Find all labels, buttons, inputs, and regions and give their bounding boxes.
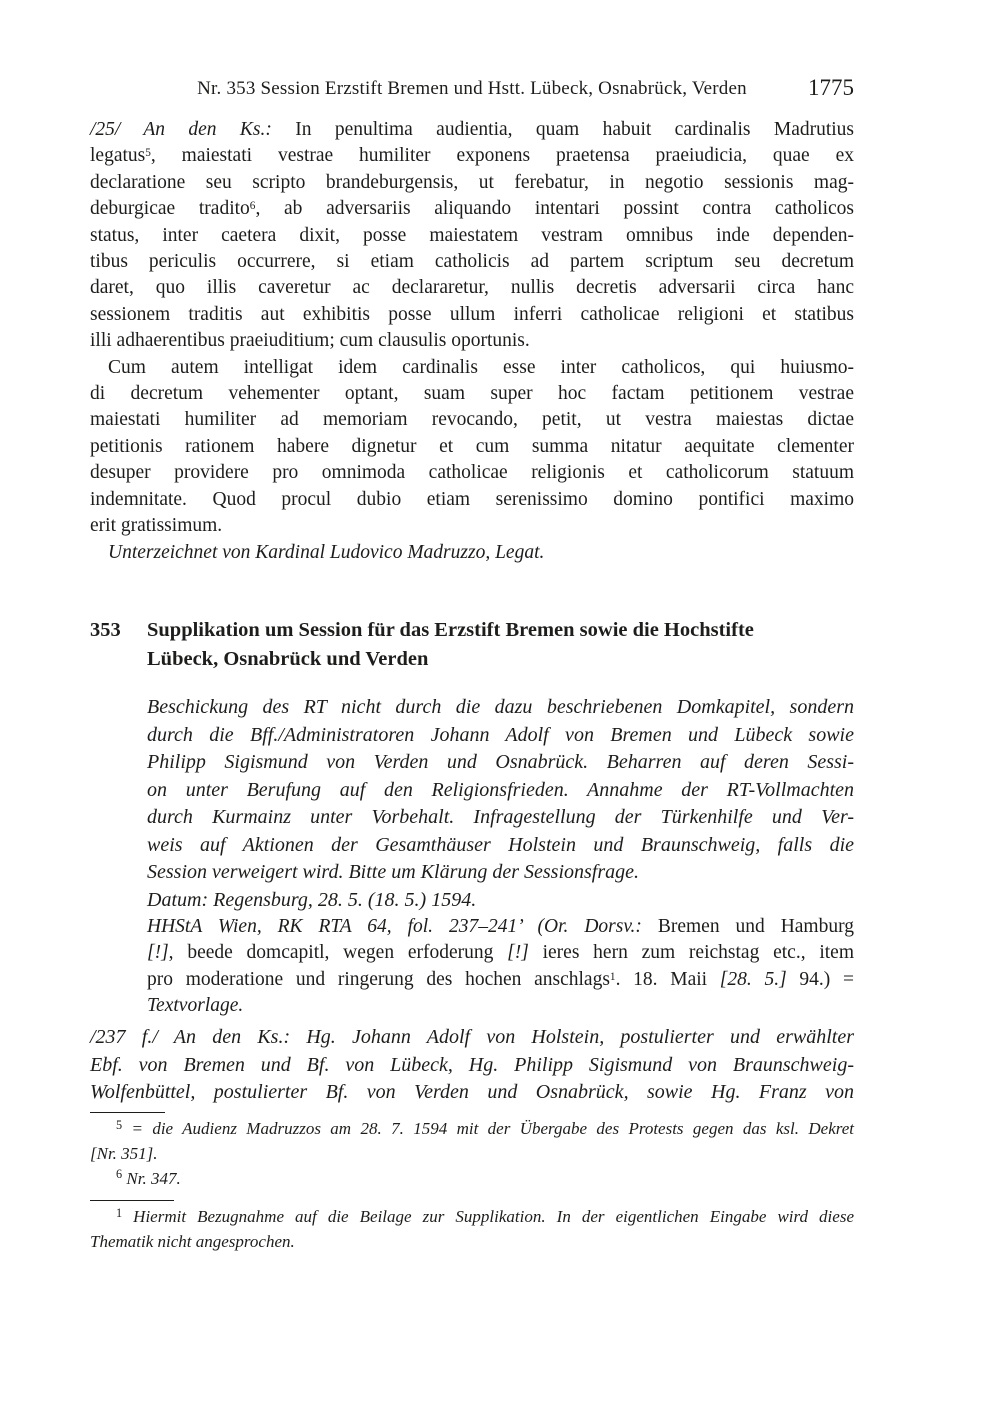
text-line: [!], beede domcapitl, wegen erfoderung [!] ieres hern zum reichstag etc., item [147, 942, 854, 964]
text-line: /237 f./ An den Ks.: Hg. Johann Adolf von Holstein, postulierter und erwählter [90, 1026, 854, 1049]
text-line: Thematik nicht angesprochen. [90, 1231, 295, 1251]
document-title [147, 616, 854, 674]
source-reference-block [147, 914, 854, 1019]
text-line: [Nr. 351]. [90, 1144, 158, 1164]
text-line: $^6$ Nr. 347. [116, 1167, 181, 1188]
text-line: daret, quo illis caveretur ac declararetur, nullis decretis adversarii circa hanc [90, 277, 854, 299]
text-line: status, inter caetera dixit, posse maiestatem vestram omnibus inde dependen- [90, 224, 854, 246]
text-line: erit gratissimum. [90, 515, 223, 537]
text-line: Lübeck, Osnabrück und Verden [147, 647, 429, 670]
text-line: /25/ An den Ks.: In penultima audientia, quam habuit cardinalis Madrutius [90, 119, 855, 140]
text-line: Beschickung des RT nicht durch die dazu beschriebenen Domkapitel, sondern [147, 695, 854, 718]
text-line: desuper providere pro omnimoda catholicae religionis et catholicorum statuum [90, 462, 854, 484]
document-number: 353 [90, 618, 121, 641]
text-line: weis auf Aktionen der Gesamthäuser Holstein und Braunschweig, falls die [147, 833, 854, 856]
footnote-5 [90, 1117, 854, 1166]
text-line: indemnitate. Quod procul dubio etiam serenissimo domino pontifici maximo [90, 488, 854, 510]
text-line: $^5$ = die Audienz Madruzzos am 28. 7. 1594 mit der Übergabe des Protests gegen das ksl. Dekret [116, 1117, 854, 1139]
paragraph-audientia [90, 117, 854, 355]
text-line: sessionem traditis aut exhibitis posse ullum inferri catholicae religioni et statibus [90, 303, 854, 325]
footnote-separator-rule [90, 1112, 165, 1113]
signature-line: Unterzeichnet von Kardinal Ludovico Madruzzo, Legat. [108, 541, 545, 563]
text-line: HHStA Wien, RK RTA 64, fol. 237–241’ (Or. Dorsv.: Bremen und Hamburg [147, 916, 854, 938]
text-line: Ebf. von Bremen und Bf. von Lübeck, Hg. Philipp Sigismund von Braunschweig- [90, 1053, 854, 1076]
text-line: legatus$^5$, maiestati vestrae humiliter exponens praetensa praeiudicia, quae ex [90, 145, 854, 167]
paragraph-cum-autem [90, 355, 854, 540]
datum-line: Datum: Regensburg, 28. 5. (18. 5.) 1594. [147, 889, 477, 912]
text-line: durch die Bff./Administratoren Johann Adolf von Bremen und Lübeck sowie [147, 723, 854, 746]
text-line: maiestati humiliter ad memoriam revocando, petit, ut vestra maiestas dictae [90, 409, 854, 431]
text-line: durch Kurmainz unter Vorbehalt. Infragestellung der Türkenhilfe und Ver- [147, 806, 854, 829]
footnote-1 [90, 1205, 854, 1254]
text-line: tibus periculis occurrere, si etiam catholicis ad partem scriptum seu decretum [90, 251, 854, 273]
text-line: Textvorlage. [147, 994, 244, 1016]
text-line: pro moderatione und ringerung des hochen anschlags$^1$. 18. Maii [28. 5.] 94.) = [147, 968, 854, 990]
page-number: 1775 [808, 75, 854, 100]
document-body-paragraph [90, 1024, 854, 1106]
summary-block [147, 694, 854, 887]
text-line: Wolfenbüttel, postulierter Bf. von Verden und Osnabrück, sowie Hg. Franz von [90, 1081, 854, 1104]
footnote-6 [90, 1167, 854, 1192]
text-line: Session verweigert wird. Bitte um Klärung der Sessionsfrage. [147, 861, 640, 884]
footnote-separator-rule [90, 1200, 174, 1201]
text-line: di decretum vehementer optant, suam super hoc factam petitionem vestrae [90, 383, 854, 405]
running-head [90, 75, 854, 106]
text-line: illi adhaerentibus praeiuditium; cum clausulis oportunis. [90, 330, 530, 352]
text-line: Cum autem intelligat idem cardinalis esse inter catholicos, qui huiusmo- [108, 356, 854, 378]
text-line: declaratione seu scripto brandeburgensis, ut ferebatur, in negotio sessionis mag- [90, 171, 854, 193]
text-line: petitionis rationem habere dignetur et cum summa nitatur aequitate clementer [90, 435, 854, 457]
text-line: $^1$ Hiermit Bezugnahme auf die Beilage zur Supplikation. In der eigentlichen Eingabe wird diese [116, 1205, 854, 1227]
running-title: Nr. 353 Session Erzstift Bremen und Hstt. Lübeck, Osnabrück, Verden [197, 78, 747, 99]
text-line: on unter Berufung auf den Religionsfrieden. Annahme der RT-Vollmachten [147, 778, 854, 801]
text-line: Philipp Sigismund von Verden und Osnabrück. Beharren auf deren Sessi- [147, 751, 854, 774]
text-line: Supplikation um Session für das Erzstift Bremen sowie die Hochstifte [147, 618, 754, 641]
document-353-heading [90, 616, 854, 674]
text-line: deburgicae tradito$^6$, ab adversariis aliquando intentari possint contra catholicos [90, 198, 854, 220]
